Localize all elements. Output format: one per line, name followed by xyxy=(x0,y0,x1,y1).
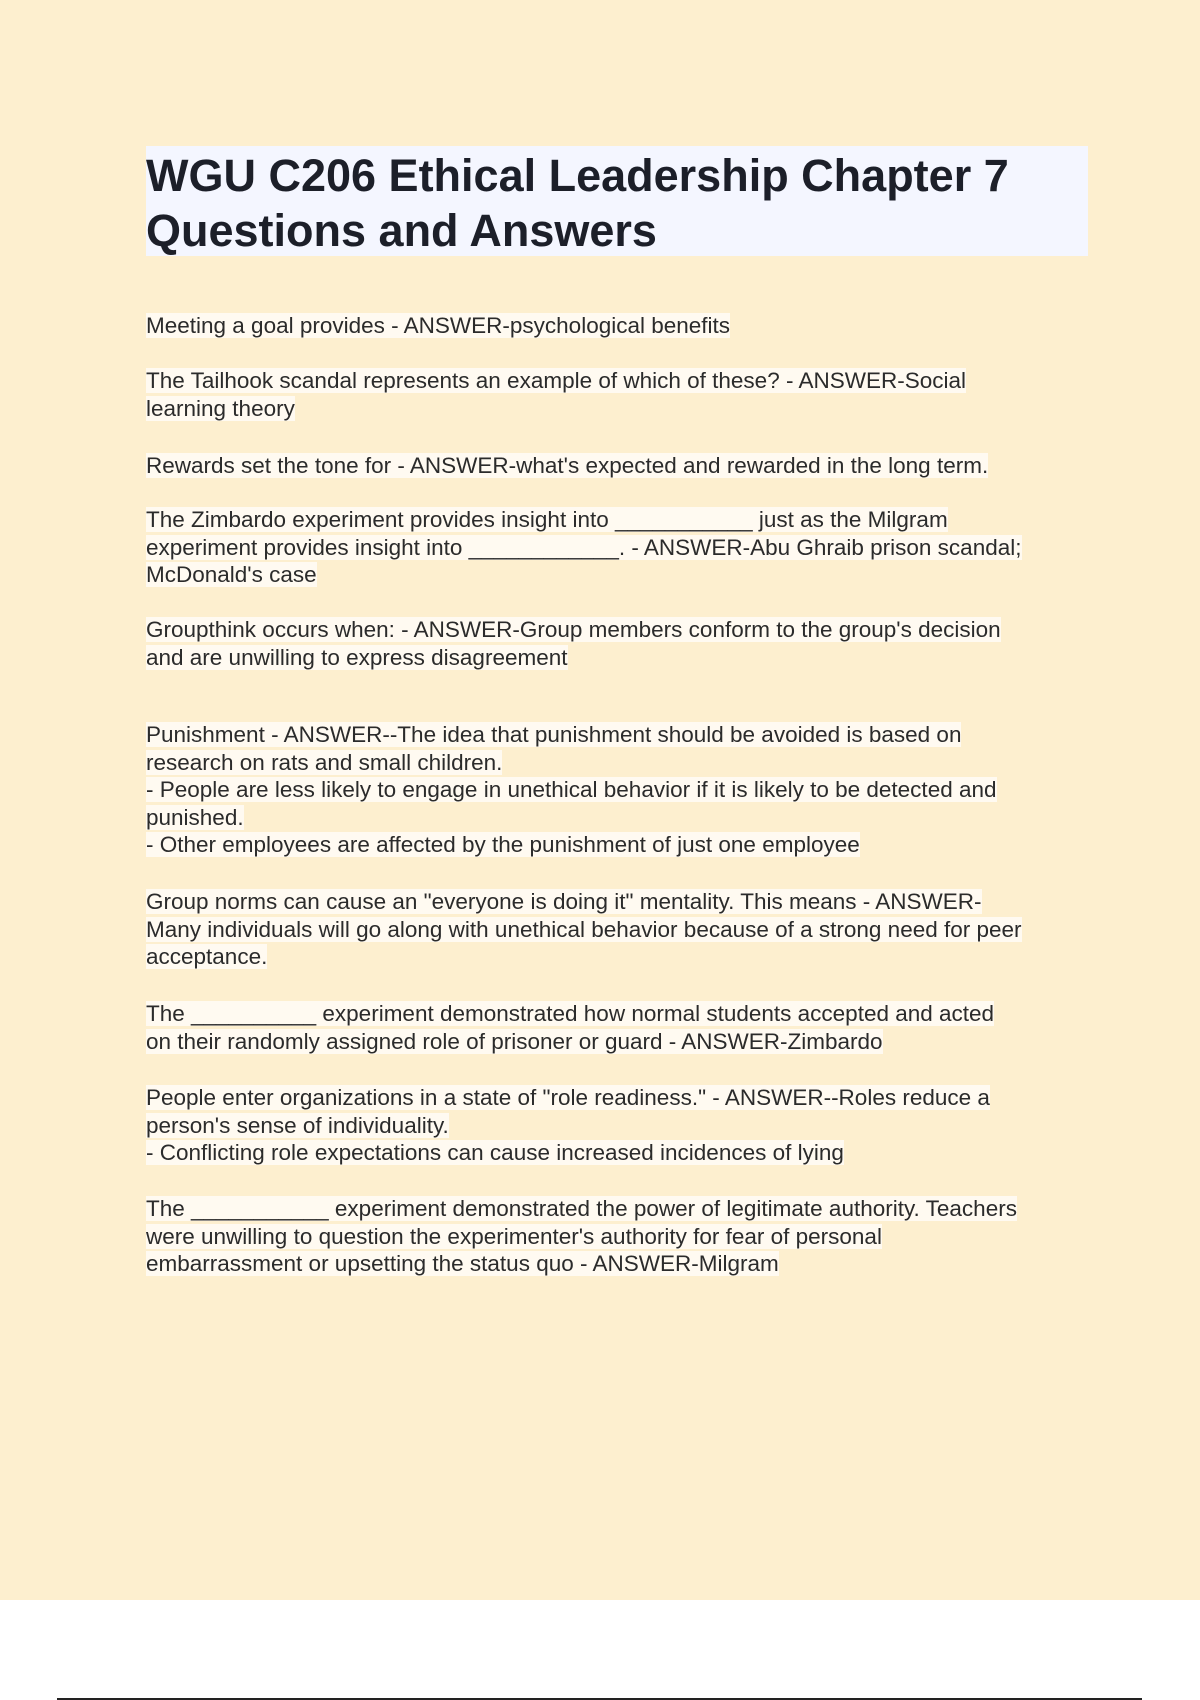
qa-item-text: Groupthink occurs when: - ANSWER-Group members conform to the group's decision and are unwilling to express disagreement xyxy=(146,617,1001,670)
qa-item xyxy=(146,616,1001,671)
qa-item-text: The Zimbardo experiment provides insight into ___________ just as the Milgram experiment provides insight into ____________. - ANSWER-Abu Ghraib prison scandal; McDonald's case xyxy=(146,507,1022,587)
qa-item-text: Meeting a goal provides - ANSWER-psychological benefits xyxy=(146,313,731,338)
qa-item xyxy=(146,452,988,480)
qa-item xyxy=(146,888,1022,971)
qa-item-text: People enter organizations in a state of "role readiness." - ANSWER--Roles reduce a person's sense of individuality. - Conflicting role expectations can cause increased incidences of lying xyxy=(146,1085,990,1165)
qa-item-text: Punishment - ANSWER--The idea that punishment should be avoided is based on research on rats and small children. - People are less likely to engage in unethical behavior if it is likely to be detected and punished. - Other employees are affected by the punishment of just one employee xyxy=(146,722,997,857)
qa-item-text: The ___________ experiment demonstrated the power of legitimate authority. Teachers were unwilling to question the experimenter's authority for fear of personal embarrassment or upsetting the status quo - ANSWER-Milgram xyxy=(146,1196,1017,1276)
qa-item-text: Rewards set the tone for - ANSWER-what's expected and rewarded in the long term. xyxy=(146,453,989,478)
qa-item xyxy=(146,1084,990,1167)
qa-item xyxy=(146,367,966,422)
qa-item-text: The Tailhook scandal represents an example of which of these? - ANSWER-Social learning theory xyxy=(146,368,966,421)
qa-item xyxy=(146,312,730,340)
qa-item-text: The __________ experiment demonstrated how normal students accepted and acted on their randomly assigned role of prisoner or guard - ANSWER-Zimbardo xyxy=(146,1001,995,1054)
qa-item xyxy=(146,721,997,859)
qa-item xyxy=(146,1195,1017,1278)
qa-item xyxy=(146,1000,994,1055)
qa-item xyxy=(146,506,1022,589)
qa-item-text: Group norms can cause an "everyone is doing it" mentality. This means - ANSWER- Many individuals will go along with unethical behavior because of a strong need for peer acceptance. xyxy=(146,889,1022,969)
document-title: WGU C206 Ethical Leadership Chapter 7 Questions and Answers xyxy=(146,150,1009,256)
